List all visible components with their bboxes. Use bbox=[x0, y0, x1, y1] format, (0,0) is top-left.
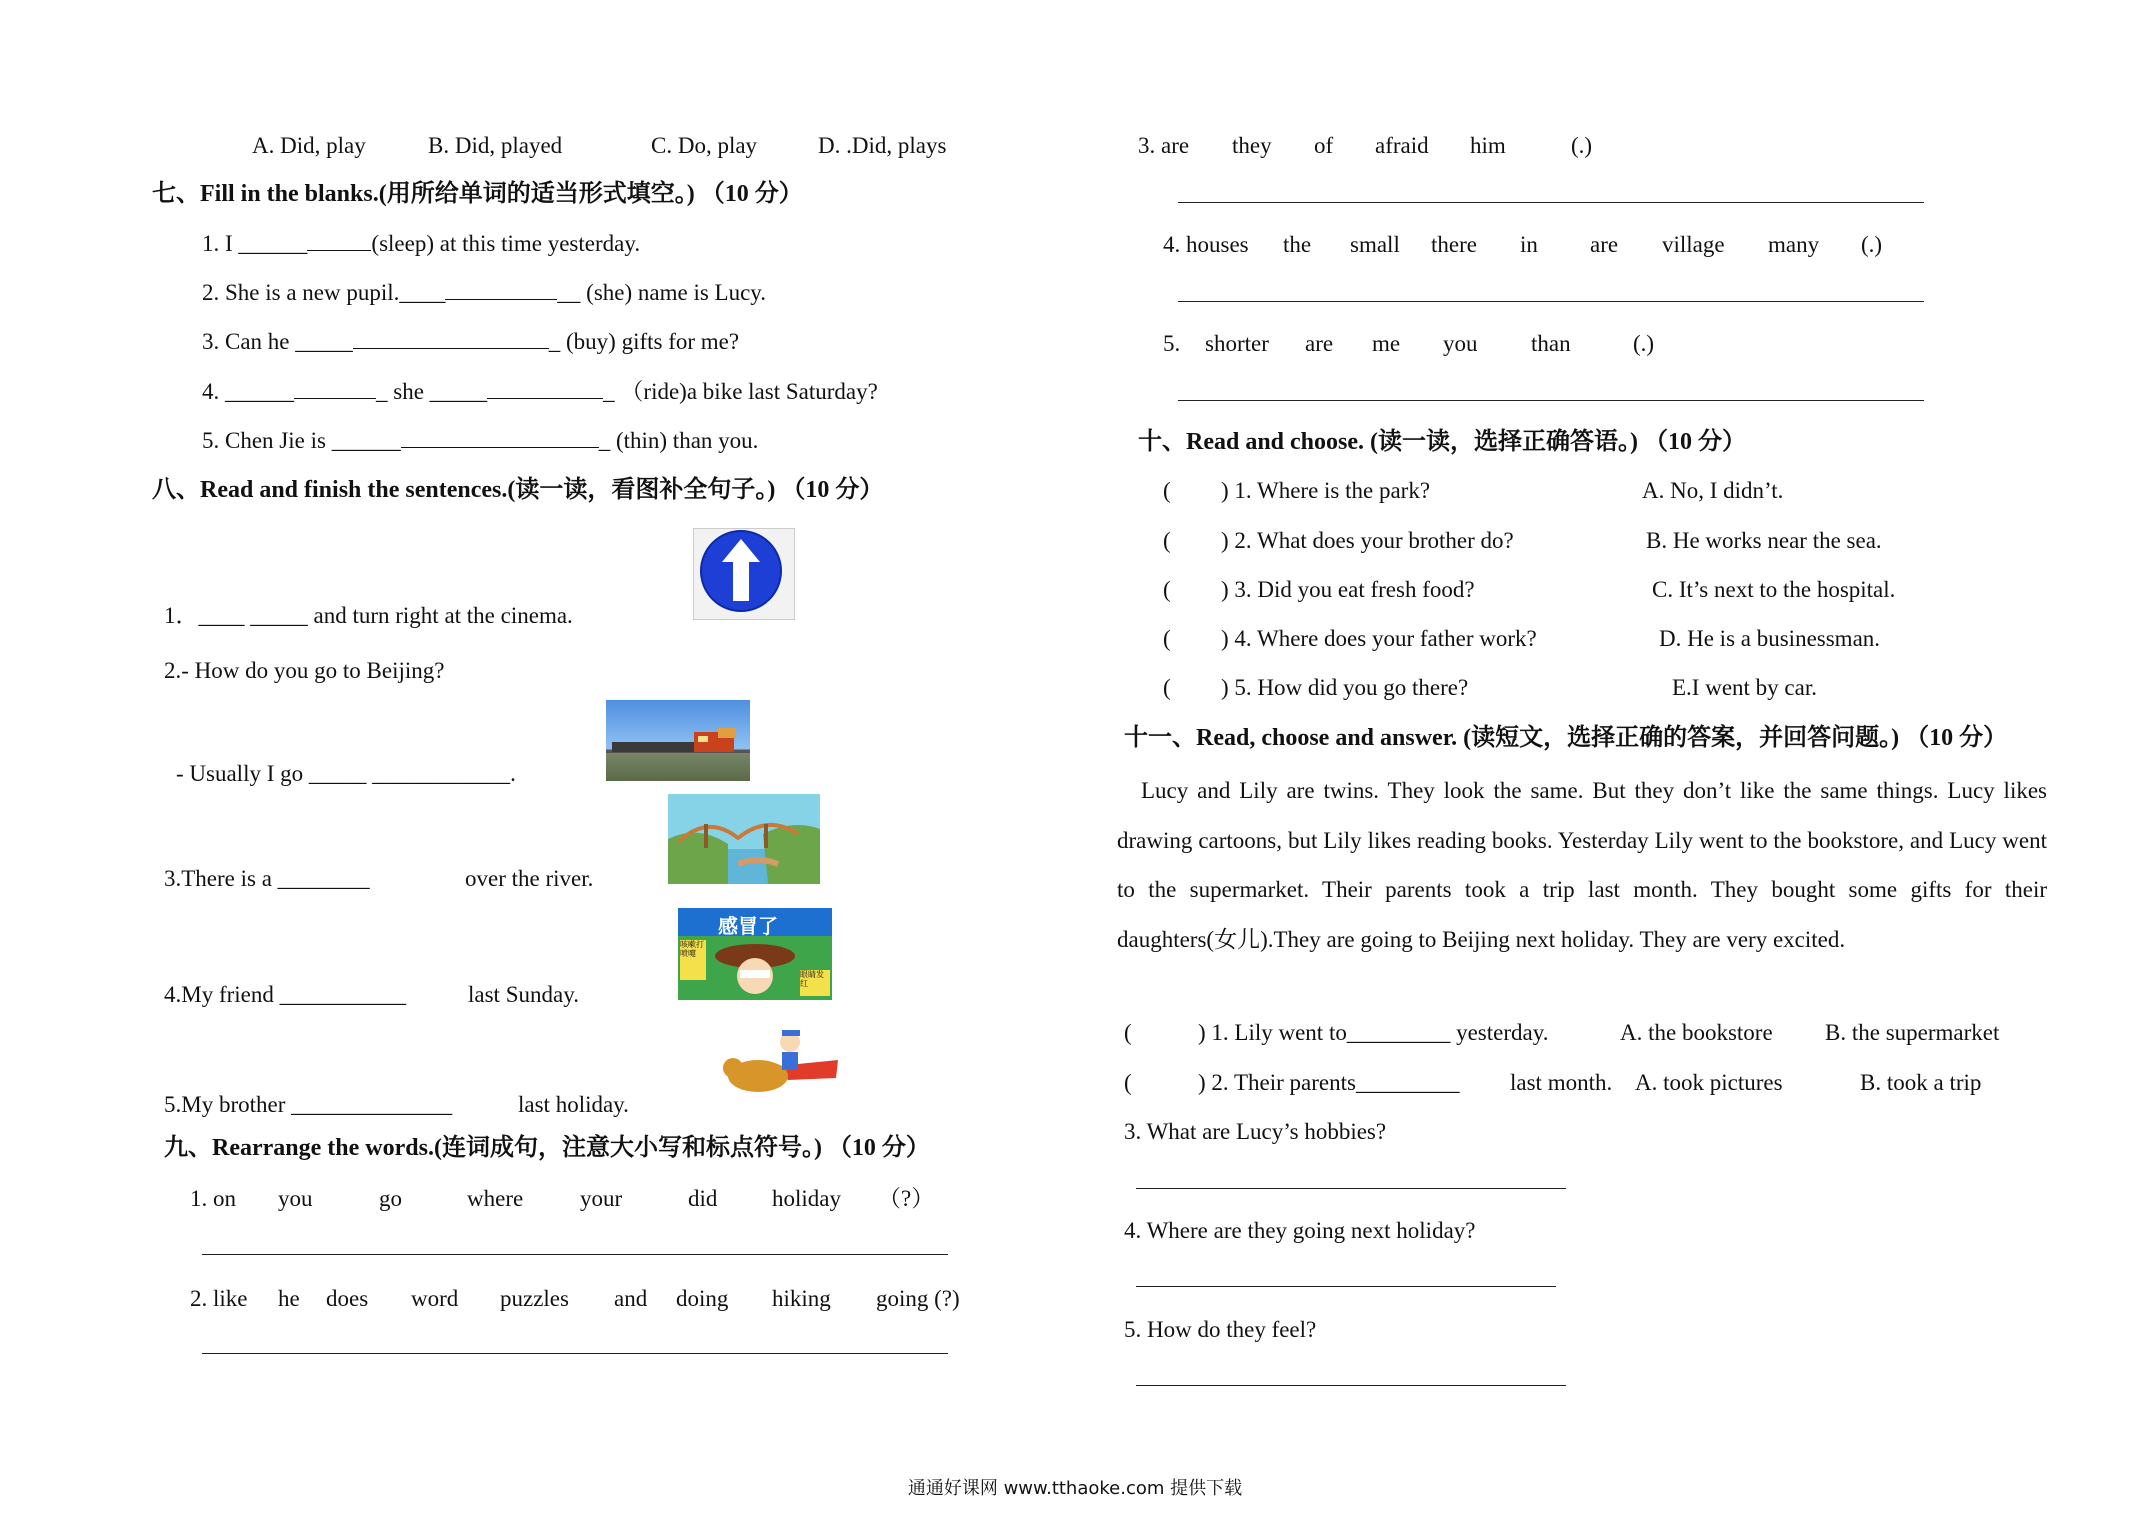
choice-answer-a: A. No, I didn’t. bbox=[1642, 478, 1784, 503]
fill-item-3: 3. Can he _____ _ (buy) gifts for me? bbox=[202, 329, 740, 354]
choice-answer-b: B. He works near the sea. bbox=[1646, 528, 1882, 553]
read-item-1: 1．____ _____ and turn right at the cinema. bbox=[164, 603, 573, 628]
word: you bbox=[1443, 331, 1478, 356]
reading-choice-2-a: A. took pictures bbox=[1635, 1070, 1783, 1095]
answer-line bbox=[1178, 202, 1924, 203]
word: there bbox=[1431, 232, 1477, 257]
read-item-3-left: 3.There is a ________ bbox=[164, 866, 370, 891]
word: word bbox=[411, 1286, 459, 1311]
answer-line bbox=[1178, 400, 1924, 401]
fill-item-5: 5. Chen Jie is ______ _ (thin) than you. bbox=[202, 428, 759, 453]
word: going (?) bbox=[876, 1286, 960, 1311]
reading-question-5: 5. How do they feel? bbox=[1124, 1317, 1317, 1342]
word: (.) bbox=[1861, 232, 1883, 257]
word: （?） bbox=[878, 1186, 935, 1211]
choice-question-3: ) 3. Did you eat fresh food? bbox=[1221, 577, 1475, 602]
reading-choice-2-b: B. took a trip bbox=[1860, 1070, 1982, 1095]
sign-small-left: 咳嗽打喷嚏 bbox=[680, 940, 706, 980]
word: shorter bbox=[1205, 331, 1269, 356]
word: you bbox=[278, 1186, 313, 1211]
answer-line bbox=[202, 1254, 948, 1255]
word: many bbox=[1768, 232, 1820, 257]
choice-answer-d: D. He is a businessman. bbox=[1659, 626, 1881, 651]
choice-bracket: ( bbox=[1163, 478, 1171, 503]
choice-question-2: ) 2. What does your brother do? bbox=[1221, 528, 1514, 553]
word: of bbox=[1314, 133, 1334, 158]
word: 3. are bbox=[1138, 133, 1190, 158]
word: in bbox=[1520, 232, 1538, 257]
footer-source: 通通好课网 www.tthaoke.com 提供下载 bbox=[907, 1478, 1243, 1499]
option-b: B. Did, played bbox=[428, 133, 563, 158]
read-item-2-answer: - Usually I go _____ ____________. bbox=[176, 761, 516, 786]
choice-bracket: ( bbox=[1124, 1070, 1132, 1095]
reading-choice-1-a: A. the bookstore bbox=[1620, 1020, 1773, 1045]
reading-choice-2: ) 2. Their parents_________ bbox=[1198, 1070, 1460, 1095]
word: small bbox=[1350, 232, 1400, 257]
word: 1. on bbox=[190, 1186, 236, 1211]
word: puzzles bbox=[500, 1286, 569, 1311]
bridge-image bbox=[668, 794, 820, 884]
word: go bbox=[379, 1186, 402, 1211]
word: than bbox=[1531, 331, 1571, 356]
word: and bbox=[614, 1286, 648, 1311]
word: hiking bbox=[772, 1286, 831, 1311]
fill-item-2: 2. She is a new pupil.____ __ (she) name is Lucy. bbox=[202, 280, 767, 305]
reading-choice-1-b: B. the supermarket bbox=[1825, 1020, 2000, 1045]
choice-bracket: ( bbox=[1163, 626, 1171, 651]
read-item-5-left: 5.My brother ______________ bbox=[164, 1092, 453, 1117]
word: holiday bbox=[772, 1186, 841, 1211]
go-straight-sign-image bbox=[693, 528, 795, 620]
answer-line bbox=[1136, 1188, 1566, 1189]
read-item-4-right: last Sunday. bbox=[468, 982, 579, 1007]
choice-question-4: ) 4. Where does your father work? bbox=[1221, 626, 1537, 651]
answer-line bbox=[1136, 1385, 1566, 1386]
choice-bracket: ( bbox=[1124, 1020, 1132, 1045]
sign-small-right: 眼睛发红 bbox=[800, 970, 830, 996]
word: village bbox=[1662, 232, 1725, 257]
word: 5. bbox=[1163, 331, 1181, 356]
option-a: A. Did, play bbox=[252, 133, 366, 158]
word: doing bbox=[676, 1286, 729, 1311]
cold-cartoon-image bbox=[678, 908, 832, 1000]
word: where bbox=[467, 1186, 524, 1211]
section-7-title: 七、Fill in the blanks.(用所给单词的适当形式填空。) （10 分） bbox=[152, 181, 803, 207]
word: he bbox=[278, 1286, 300, 1311]
choice-bracket: ( bbox=[1163, 528, 1171, 553]
answer-line bbox=[1136, 1286, 1556, 1287]
word: are bbox=[1305, 331, 1334, 356]
word: afraid bbox=[1375, 133, 1429, 158]
word: (.) bbox=[1571, 133, 1593, 158]
answer-line bbox=[1178, 301, 1924, 302]
word: him bbox=[1470, 133, 1506, 158]
read-item-2-question: 2.- How do you go to Beijing? bbox=[164, 658, 445, 683]
word: me bbox=[1372, 331, 1401, 356]
reading-choice-1: ) 1. Lily went to_________ yesterday. bbox=[1198, 1020, 1549, 1045]
choice-answer-c: C. It’s next to the hospital. bbox=[1652, 577, 1896, 602]
read-item-5-right: last holiday. bbox=[518, 1092, 629, 1117]
reading-choice-2-tail: last month. bbox=[1510, 1070, 1613, 1095]
choice-answer-e: E.I went by car. bbox=[1672, 675, 1817, 700]
word: your bbox=[580, 1186, 623, 1211]
cold-banner-text: 感冒了 bbox=[718, 914, 778, 938]
word: are bbox=[1590, 232, 1619, 257]
word: did bbox=[688, 1186, 718, 1211]
word: 4. houses bbox=[1163, 232, 1249, 257]
reading-passage: Lucy and Lily are twins. They look the same. But they don’t like the same things. Lucy likes drawing cartoons, but Lily likes reading books. Yesterday Lily went to the bookstore, and Lucy went to the supermarket. Their parents took a trip last month. They bought some gifts for their daughters(女儿).They are going to Beijing next holiday. They are very excited. bbox=[1117, 778, 2047, 952]
up-arrow-icon bbox=[694, 529, 794, 619]
word: the bbox=[1283, 232, 1312, 257]
fill-item-4: 4. ______ _ she _____ _ （ride)a bike last Saturday? bbox=[202, 379, 878, 404]
choice-question-5: ) 5. How did you go there? bbox=[1221, 675, 1469, 700]
section-9-title: 九、Rearrange the words.(连词成句，注意大小写和标点符号。) （10 分） bbox=[164, 1135, 930, 1161]
read-item-4-left: 4.My friend ___________ bbox=[164, 982, 407, 1007]
word: 2. like bbox=[190, 1286, 248, 1311]
reading-question-3: 3. What are Lucy’s hobbies? bbox=[1124, 1119, 1387, 1144]
riding-cartoon-image bbox=[718, 1026, 846, 1102]
option-c: C. Do, play bbox=[651, 133, 758, 158]
choice-bracket: ( bbox=[1163, 675, 1171, 700]
section-8-title: 八、Read and finish the sentences.(读一读，看图补全句子。) （10 分） bbox=[152, 477, 884, 503]
answer-line bbox=[202, 1353, 948, 1354]
section-11-title: 十一、Read, choose and answer. (读短文，选择正确的答案，并回答问题。) （10 分） bbox=[1124, 725, 2008, 751]
word: does bbox=[326, 1286, 369, 1311]
word: (.) bbox=[1633, 331, 1655, 356]
read-item-3-right: over the river. bbox=[465, 866, 594, 891]
fill-item-1: 1. I ______ (sleep) at this time yesterday. bbox=[202, 231, 641, 256]
section-10-title: 十、Read and choose. (读一读，选择正确答语。) （10 分） bbox=[1138, 429, 1747, 455]
choice-bracket: ( bbox=[1163, 577, 1171, 602]
train-image bbox=[606, 700, 750, 781]
word: they bbox=[1232, 133, 1272, 158]
reading-question-4: 4. Where are they going next holiday? bbox=[1124, 1218, 1476, 1243]
option-d: D. .Did, plays bbox=[818, 133, 947, 158]
choice-question-1: ) 1. Where is the park? bbox=[1221, 478, 1431, 503]
